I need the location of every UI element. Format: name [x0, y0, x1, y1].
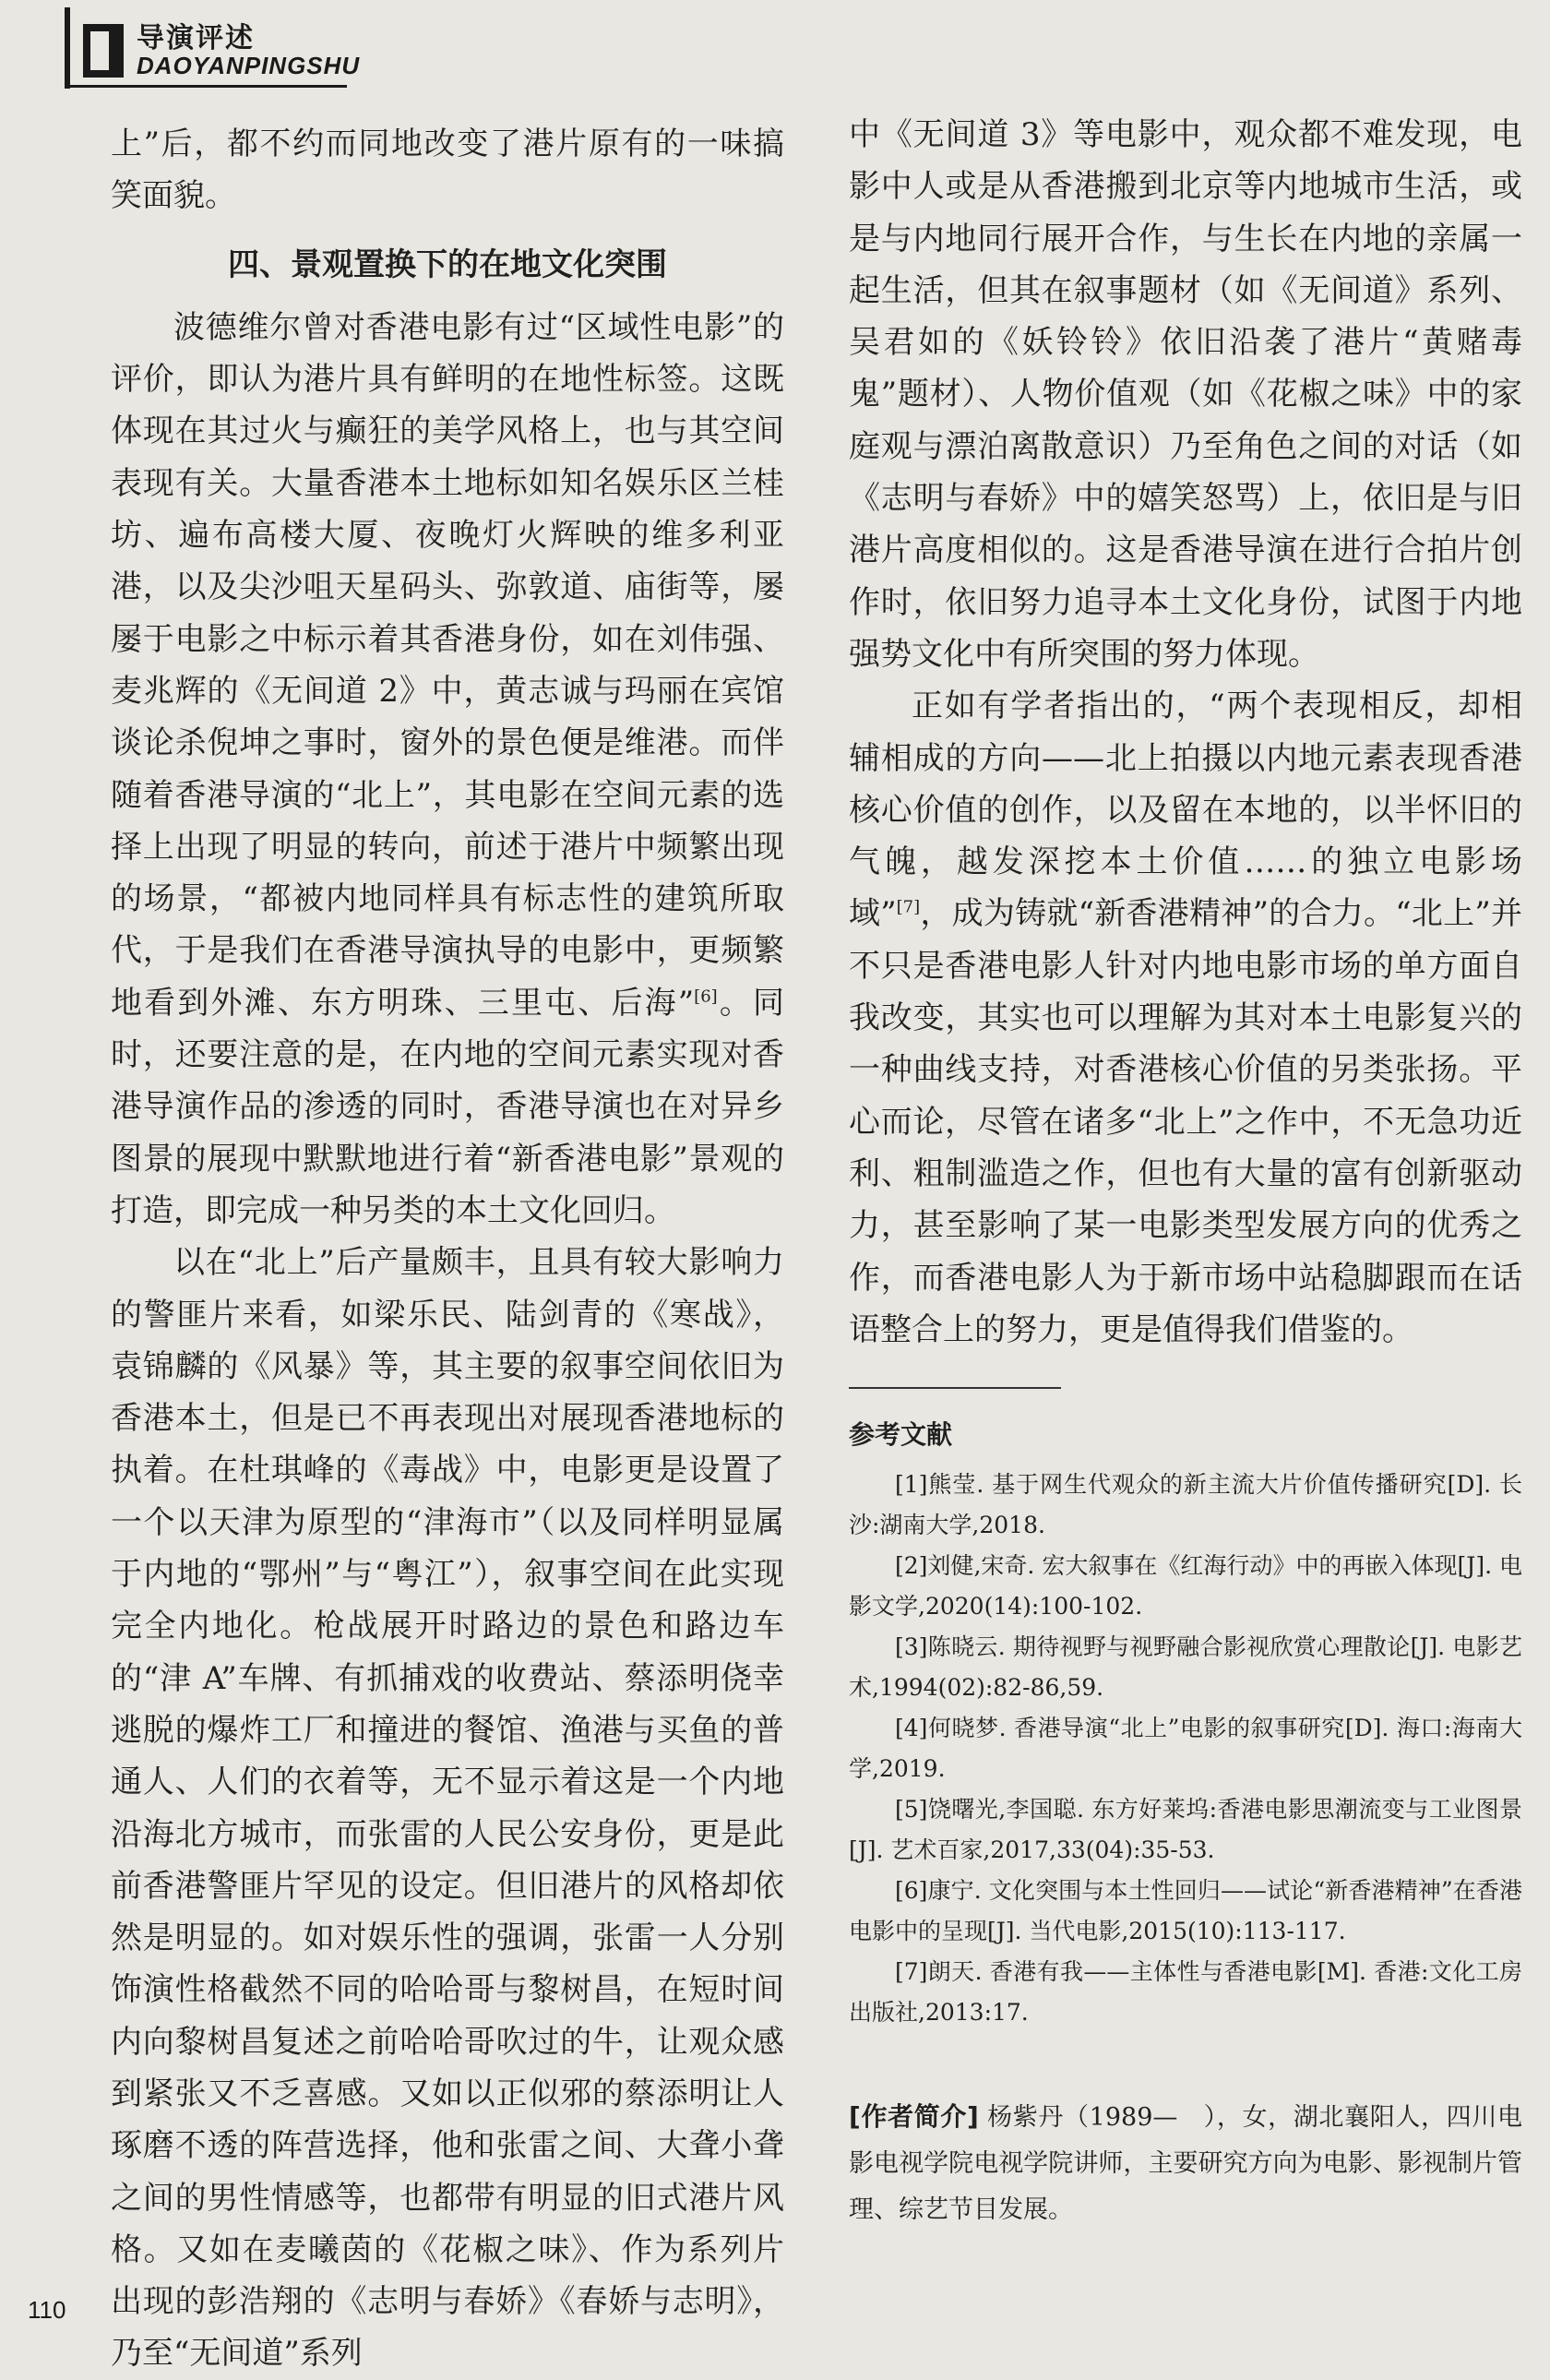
reference-item: [7]朗天. 香港有我——主体性与香港电影[M]. 香港:文化工房出版社,2013:17. [849, 1958, 1522, 2027]
reference-item: [3]陈晓云. 期待视野与视野融合影视欣赏心理散论[J]. 电影艺术,1994(02):82-86,59. [849, 1633, 1522, 1702]
citation-ref: [7] [896, 898, 921, 918]
section-heading: 四、景观置换下的在地文化突围 [228, 245, 667, 283]
paragraph [849, 680, 1522, 1356]
references-heading: 参考文献 [849, 1419, 953, 1451]
reference-item: [2]刘健,宋奇. 宏大叙事在《红海行动》中的再嵌入体现[J]. 电影文学,2020(14):100-102. [849, 1552, 1522, 1621]
author-bio-label: [作者简介] [849, 2101, 979, 2133]
paragraph: 以在“北上”后产量颇丰，且具有较大影响力的警匪片来看，如梁乐民、陆剑青的《寒战》，袁锦麟的《风暴》等，其主要的叙事空间依旧为香港本土，但是已不再表现出对展现香港地标的执着。在杜琪峰的《毒战》中，电影更是设置了一个以天津为原型的“津海市”（以及同样明显属于内地的“鄂州”与“粤江”），叙事空间在此实现完全内地化。枪战展开时路边的景色和路边车的“津 A”车牌、有抓捕戏的收费站、蔡添明侥幸逃脱的爆炸工厂和撞进的餐馆、渔港与买鱼的普通人、人们的衣着等，无不显示着这是一个内地沿海北方城市，而张雷的人民公安身份，更是此前香港警匪片罕见的设定。但旧港片的风格却依然是明显的。如对娱乐性的强调，张雷一人分别饰演性格截然不同的哈哈哥与黎树昌，在短时间内向黎树昌复述之前哈哈哥吹过的牛，让观众感到紧张又不乏喜感。又如以正似邪的蔡添明让人琢磨不透的阵营选择，他和张雷之间、大聋小聋之间的男性情感等，也都带有明显的旧式港片风格。又如在麦曦茵的《花椒之味》、作为系列片出现的彭浩翔的《志明与春娇》《春娇与志明》，乃至“无间道”系列 [111, 1244, 784, 2373]
left-column [111, 118, 784, 2380]
references-list [849, 1465, 1522, 2033]
divider [849, 1387, 1061, 1389]
author-bio [849, 2094, 1522, 2233]
paragraph [111, 302, 784, 1237]
citation-ref: [6] [694, 987, 718, 1007]
section-name-zh: 导演评述 [137, 22, 255, 54]
section-logo [65, 7, 361, 89]
paragraph-text: 波德维尔曾对香港电影有过“区域性电影”的评价，即认为港片具有鲜明的在地性标签。这既体现在其过火与癫狂的美学风格上，也与其空间表现有关。大量香港本土地标如知名娱乐区兰桂坊、遍布高楼大厦、夜晚灯火辉映的维多利亚港，以及尖沙咀天星码头、弥敦道、庙街等，屡屡于电影之中标示着其香港身份，如在刘伟强、麦兆辉的《无间道 2》中，黄志诚与玛丽在宾馆谈论杀倪坤之事时，窗外的景色便是维港。而伴随着香港导演的“北上”，其电影在空间元素的选择上出现了明显的转向，前述于港片中频繁出现的场景，“都被内地同样具有标志性的建筑所取代，于是我们在香港导演执导的电影中，更频繁地看到外滩、东方明珠、三里屯、后海” [111, 308, 784, 1022]
reference-item: [6]康宁. 文化突围与本土性回归——试论“新香港精神”在香港电影中的呈现[J]. 当代电影,2015(10):113-117. [849, 1877, 1522, 1945]
reference-item: [1]熊莹. 基于网生代观众的新主流大片价值传播研究[D]. 长沙:湖南大学,2018. [849, 1471, 1522, 1539]
reference-item: [4]何晓梦. 香港导演“北上”电影的叙事研究[D]. 海口:海南大学,2019. [849, 1715, 1522, 1783]
page-number: 110 [28, 2296, 66, 2324]
section-name-en: DAOYANPINGSHU [137, 52, 361, 79]
right-column [849, 109, 1522, 2233]
header-rule [70, 85, 347, 88]
reference-item: [5]饶曙光,李国聪. 东方好莱坞:香港电影思潮流变与工业图景[J]. 艺术百家,2017,33(04):35-53. [849, 1796, 1522, 1864]
paragraph: 中《无间道 3》等电影中，观众都不难发现，电影中人或是从香港搬到北京等内地城市生活，或是与内地同行展开合作，与生长在内地的亲属一起生活，但其在叙事题材（如《无间道》系列、吴君如的《妖铃铃》依旧沿袭了港片“黄赌毒鬼”题材）、人物价值观（如《花椒之味》中的家庭观与漂泊离散意识）乃至角色之间的对话（如《志明与春娇》中的嬉笑怒骂）上，依旧是与旧港片高度相似的。这是香港导演在进行合拍片创作时，依旧努力追寻本土文化身份，试图于内地强势文化中有所突围的努力体现。 [849, 116, 1522, 673]
author-bio-text: 杨紫丹（1989— ），女，湖北襄阳人，四川电影电视学院电视学院讲师，主要研究方向为电影、影视制片管理、综艺节目发展。 [849, 2103, 1522, 2225]
paragraph-text: 。同时，还要注意的是，在内地的空间元素实现对香港导演作品的渗透的同时，香港导演也在对异乡图景的展现中默默地进行着“新香港电影”景观的打造，即完成一种另类的本土文化回归。 [111, 984, 784, 1229]
paragraph-text: ，成为铸就“新香港精神”的合力。“北上”并不只是香港电影人针对内地电影市场的单方面自我改变，其实也可以理解为其对本土电影复兴的一种曲线支持，对香港核心价值的另类张扬。平心而论，尽管在诸多“北上”之作中，不无急功近利、粗制滥造之作，但也有大量的富有创新驱动力，甚至影响了某一电影类型发展方向的优秀之作，而香港电影人为于新市场中站稳脚跟而在话语整合上的努力，更是值得我们借鉴的。 [849, 895, 1522, 1348]
logo-block-icon [83, 24, 124, 78]
paragraph: 上”后，都不约而同地改变了港片原有的一味搞笑面貌。 [111, 126, 784, 215]
paragraph-text: 正如有学者指出的，“两个表现相反，却相辅相成的方向——北上拍摄以内地元素表现香港核心价值的创作，以及留在本地的，以半怀旧的气魄，越发深挖本土价值……的独立电影场域” [849, 688, 1522, 933]
